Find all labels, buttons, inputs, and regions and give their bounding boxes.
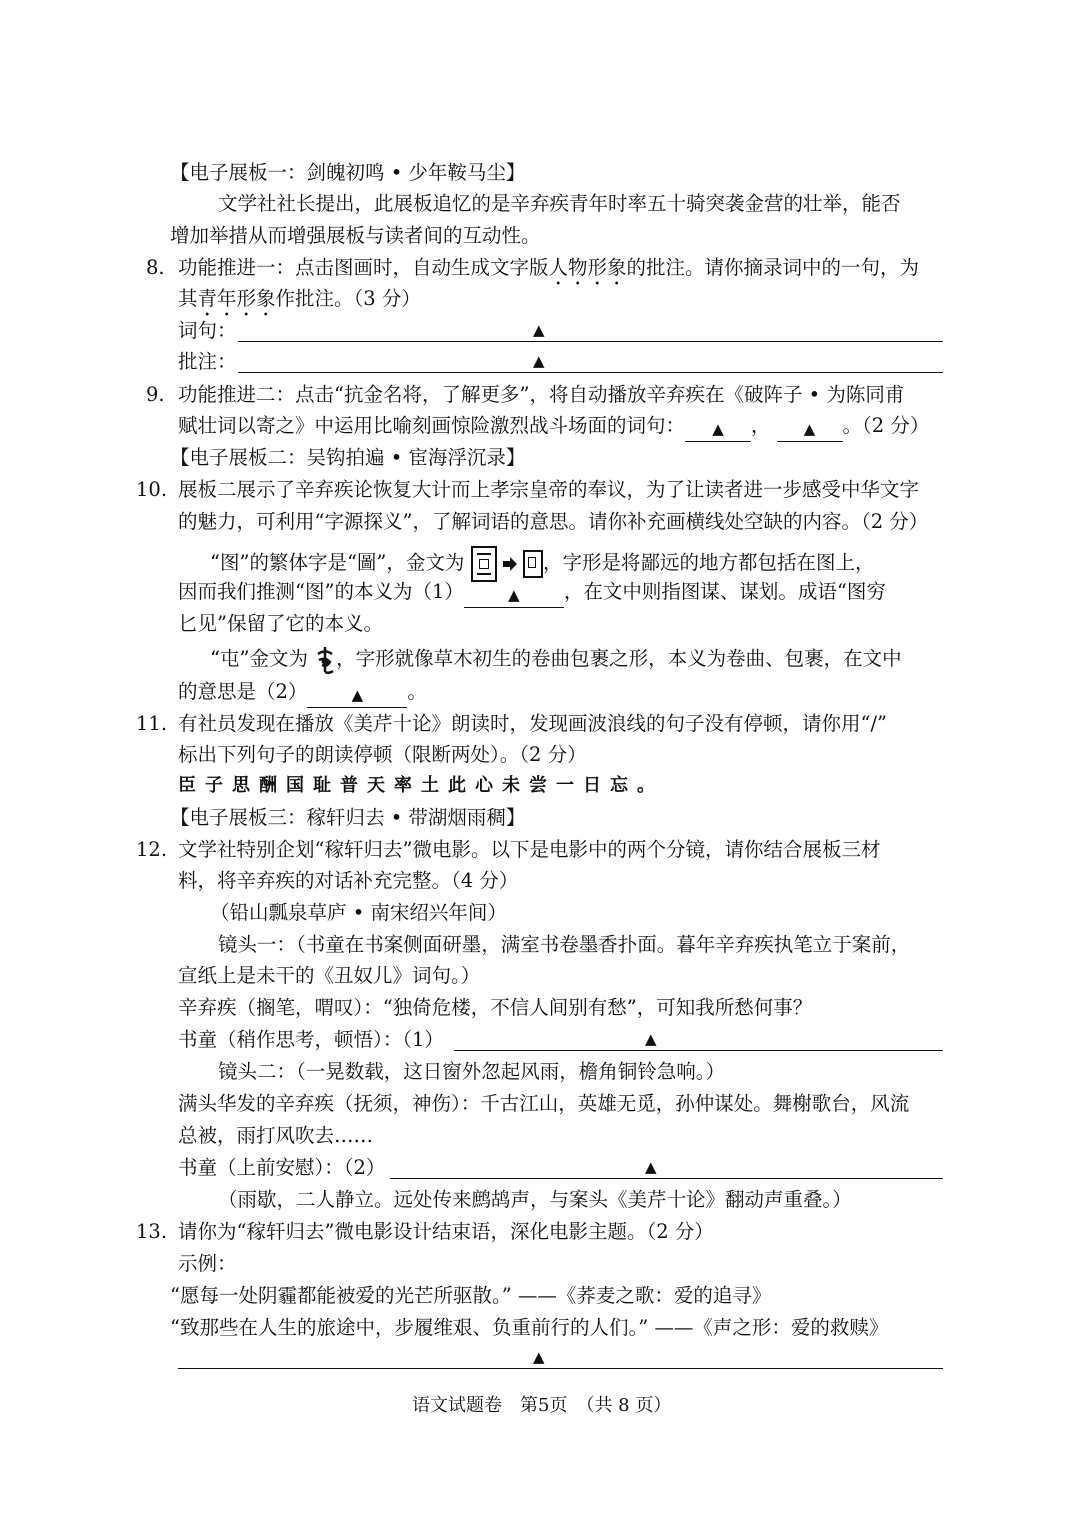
- q12-ending: （雨歇，二人静立。远处传来鹧鸪声，与案头《美芹十论》翻动声重叠。）: [218, 1188, 852, 1211]
- q10-text-line1: 展板二展示了辛弃疾论恢复大计而上孝宗皇帝的奉议，为了让读者进一步感受中华文字: [178, 478, 920, 501]
- q10-tu-1a: “图”的繁体字是“圖”，金文为: [210, 551, 465, 574]
- q8-sentence-blank-marker: ▲: [533, 321, 545, 339]
- q11-number: 11.: [136, 712, 168, 735]
- q13-number: 13.: [136, 1220, 168, 1243]
- q8-text-1a: 功能推进一：点击图画时，自动生成文字版: [178, 256, 549, 279]
- q10-text-line2: 的魅力，可利用“字源探义”，了解词语的意思。请你补充画横线处空缺的内容。（2 分）: [178, 510, 929, 533]
- q8-note-answer-line[interactable]: [238, 371, 943, 373]
- q12-shot2: 镜头二：（一晃数载，这日窗外忽起风雨，檐角铜铃急响。）: [218, 1060, 726, 1083]
- q8-number: 8.: [146, 256, 165, 279]
- q12-boy1-label: 书童（稍作思考，顿悟）：（1）: [178, 1028, 444, 1051]
- q8-text-2c: 作批注。（3 分）: [275, 287, 421, 310]
- q13-answer-line[interactable]: [178, 1367, 943, 1369]
- q10-blank-2[interactable]: [307, 683, 407, 708]
- q12-blank-1-marker: ▲: [645, 1030, 657, 1048]
- q11-text-line2: 标出下列句子的朗读停顿（限断两处）。（2 分）: [178, 743, 587, 766]
- bronze-script-tun-icon: [314, 645, 336, 675]
- q9-text-2a: 赋壮词以寄之》中运用比喻刻画惊险激烈战斗场面的词句：: [178, 414, 686, 437]
- q12-text-line2: 料，将辛弃疾的对话补充完整。（4 分）: [178, 869, 519, 892]
- q12-blank-1[interactable]: [454, 1049, 943, 1051]
- q8-note-label: 批注：: [178, 350, 237, 373]
- q12-xin2-line1: 满头华发的辛弃疾（抚须，神伤）：千古江山，英雄无觅，孙仲谋处。舞榭歌台，风流: [178, 1092, 910, 1115]
- q8-emphasis-youth-image: 青年形象: [197, 287, 276, 310]
- q9-blank-2[interactable]: [777, 417, 843, 442]
- q10-tu-2b: ，在文中则指图谋、谋划。成语“图穷: [563, 580, 886, 603]
- q11-text-line1: 有社员发现在播放《美芹十论》朗读时，发现画波浪线的句子没有停顿，请你用“/”: [178, 712, 888, 735]
- q8-text-line2: [178, 283, 421, 315]
- q10-tu-1b: ，字形是将鄙远的地方都包括在图上，: [543, 551, 875, 574]
- board1-title: 【电子展板一：剑魄初鸣 • 少年鞍马尘】: [170, 161, 526, 184]
- q13-text: 请你为“稼轩归去”微电影设计结束语，深化电影主题。（2 分）: [178, 1220, 714, 1243]
- q10-tu-line3: 匕见”保留了它的本义。: [178, 612, 383, 635]
- q12-xin2-line2: 总被，雨打风吹去……: [178, 1124, 374, 1147]
- q12-blank-2-marker: ▲: [645, 1158, 657, 1176]
- q13-blank-marker: ▲: [533, 1348, 545, 1366]
- q12-number: 12.: [136, 838, 168, 861]
- q11-sentence: 臣子思酬国耻普天率土此心未尝一日忘。: [178, 775, 664, 796]
- q8-text-1c: 的批注。请你摘录词中的一句，为: [626, 256, 920, 279]
- q9-text-line1: 功能推进二：点击“抗金名将，了解更多”，将自动播放辛弃疾在《破阵子 • 为陈同甫: [178, 383, 905, 406]
- q8-text-line1: [178, 252, 919, 284]
- q9-text-2b: 。（2 分）: [842, 414, 930, 437]
- q8-note-blank-marker: ▲: [533, 352, 545, 370]
- q13-example-1: “愿每一处阴霾都能被爱的光芒所驱散。” ——《荞麦之歌：爱的追寻》: [170, 1284, 772, 1307]
- board2-title: 【电子展板二：吴钩拍遍 • 宦海浮沉录】: [170, 446, 526, 469]
- board1-intro-line1: 文学社社长提出，此展板追忆的是辛弃疾青年时率五十骑突袭金营的壮举，能否: [218, 192, 901, 215]
- arrow-right-icon: [503, 557, 517, 571]
- q10-tun-1a: “屯”金文为: [210, 647, 308, 670]
- q9-blank-1-marker: ▲: [712, 420, 724, 438]
- board1-intro-line2: 增加举措从而增强展板与读者间的互动性。: [170, 224, 541, 247]
- q10-tun-2a: 的意思是（2）: [178, 680, 308, 703]
- q9-number: 9.: [146, 383, 165, 406]
- q10-blank-2-marker: ▲: [351, 686, 364, 704]
- q10-tu-line2: [178, 576, 886, 608]
- q12-scene-setting: （铅山瓢泉草庐 • 南宋绍兴年间）: [210, 901, 507, 924]
- q10-tun-line2: [178, 676, 427, 708]
- q8-emphasis-character-image: 人物形象: [548, 256, 627, 279]
- q12-shot1-line1: 镜头一：（书童在书案侧面研墨，满室书卷墨香扑面。暮年辛弃疾执笔立于案前，: [218, 933, 911, 956]
- q13-example-2: “致那些在人生的旅途中，步履维艰、负重前行的人们。” ——《声之形：爱的救赎》: [170, 1316, 889, 1339]
- q10-tun-2b: 。: [407, 680, 427, 703]
- q10-blank-1-marker: ▲: [508, 586, 520, 604]
- q10-blank-1[interactable]: [464, 583, 564, 608]
- q9-blank-2-marker: ▲: [803, 420, 816, 438]
- q12-shot1-line2: 宣纸上是未干的《丑奴儿》词句。）: [178, 964, 481, 987]
- q9-blank-1[interactable]: [685, 417, 751, 442]
- q10-tu-2a: 因而我们推测“图”的本义为（1）: [178, 580, 464, 603]
- q13-example-label: 示例：: [178, 1252, 237, 1275]
- q9-separator: ，: [751, 414, 771, 437]
- regular-script-tu-icon: [523, 550, 543, 578]
- q10-tun-1b: ，字形就像草木初生的卷曲包裹之形，本义为卷曲、包裹，在文中: [336, 647, 902, 670]
- q8-sentence-answer-line[interactable]: [238, 340, 943, 342]
- q10-number: 10.: [136, 478, 168, 501]
- q12-xin-dialogue: 辛弃疾（搁笔，喟叹）：“独倚危楼，不信人间别有愁”，可知我所愁何事？: [178, 996, 813, 1019]
- q9-text-line2: [178, 410, 929, 442]
- board3-title: 【电子展板三：稼轩归去 • 带湖烟雨稠】: [170, 806, 526, 829]
- q12-text-line1: 文学社特别企划“稼轩归去”微电影。以下是电影中的两个分镜，请你结合展板三材: [178, 838, 881, 861]
- q10-tun-line1: [210, 641, 902, 677]
- q12-blank-2[interactable]: [390, 1177, 943, 1179]
- q8-sentence-label: 词句：: [178, 319, 237, 342]
- page-footer: 语文试题卷 第5页 （共 8 页）: [412, 1395, 672, 1416]
- q12-boy2-label: 书童（上前安慰）：（2）: [178, 1156, 386, 1179]
- q8-text-2a: 其: [178, 287, 198, 310]
